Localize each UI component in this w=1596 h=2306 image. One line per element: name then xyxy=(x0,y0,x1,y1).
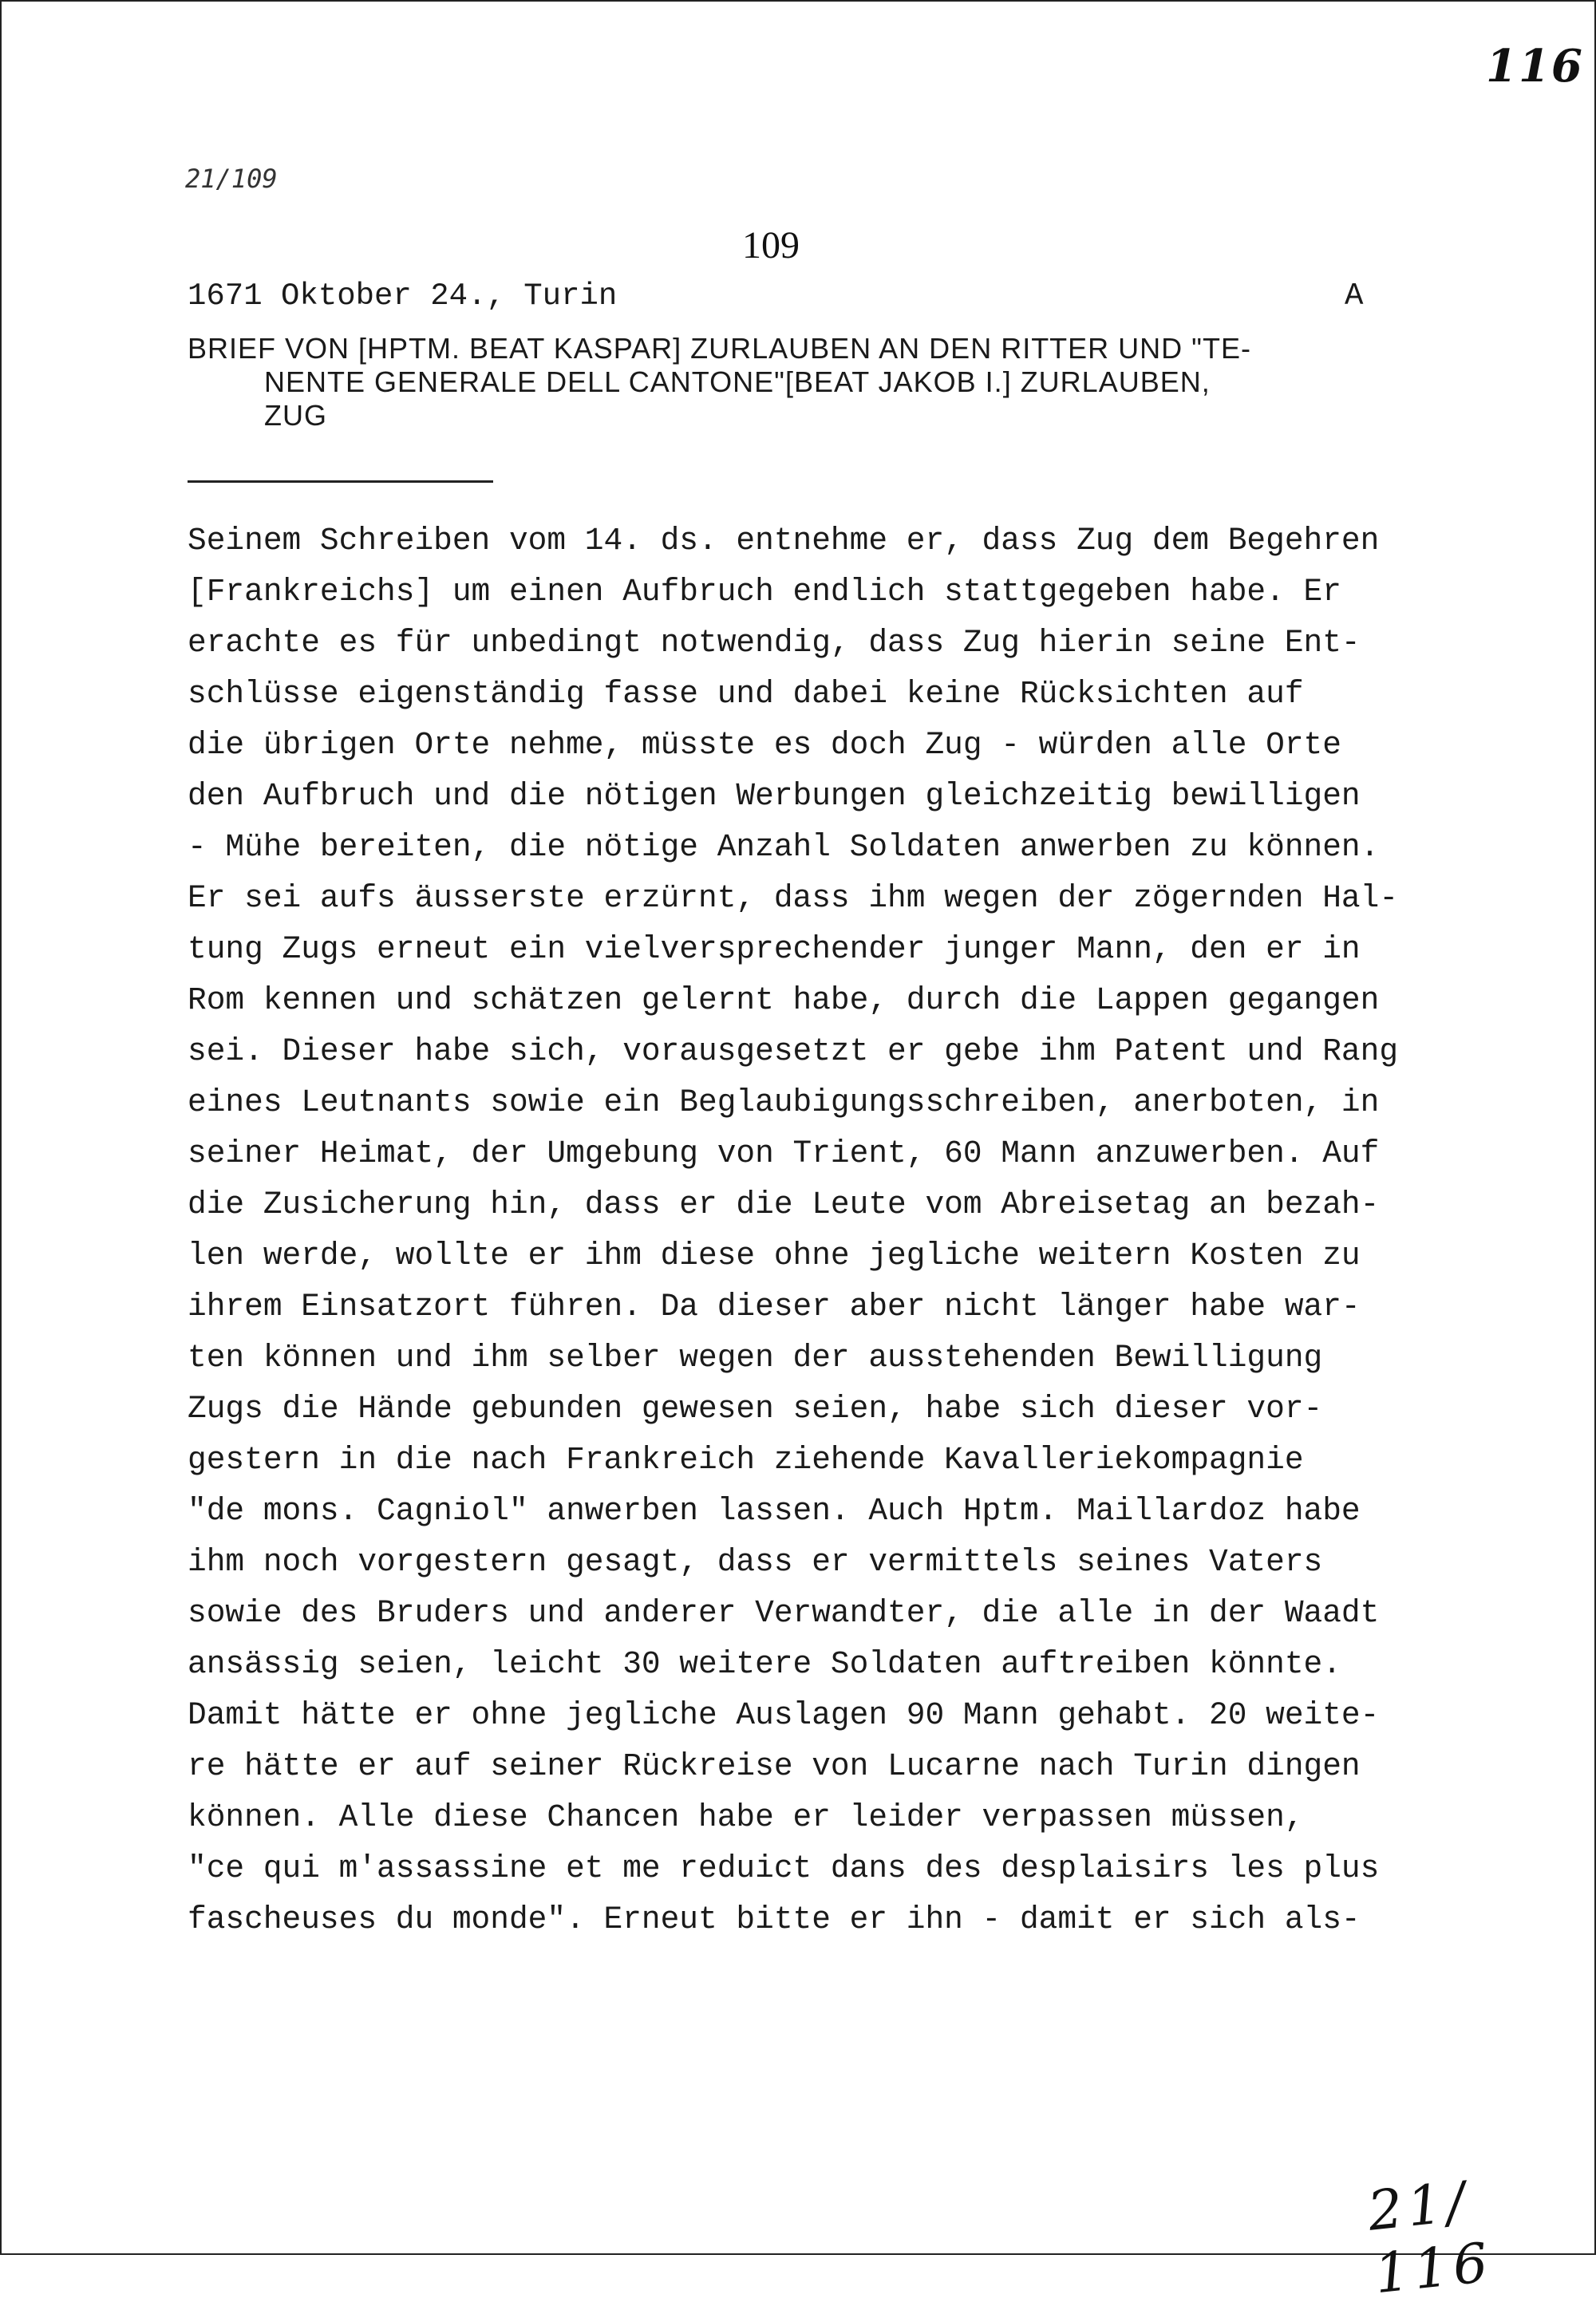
body-line: den Aufbruch und die nötigen Werbungen gleichzeitig bewilligen xyxy=(188,778,1361,814)
body-line: eines Leutnants sowie ein Beglaubigungsschreiben, anerboten, in xyxy=(188,1084,1380,1120)
body-line: tung Zugs erneut ein vielversprechender junger Mann, den er in xyxy=(188,931,1361,967)
separator-rule xyxy=(188,480,493,483)
body-line: [Frankreichs] um einen Aufbruch endlich stattgegeben habe. Er xyxy=(188,574,1341,610)
body-line: ihrem Einsatzort führen. Da dieser aber nicht länger habe war- xyxy=(188,1289,1361,1325)
body-line: erachte es für unbedingt notwendig, dass Zug hierin seine Ent- xyxy=(188,625,1361,661)
body-line: len werde, wollte er ihm diese ohne jegliche weitern Kosten zu xyxy=(188,1238,1361,1273)
letter-heading xyxy=(188,332,1432,432)
document-number: 109 xyxy=(742,224,800,267)
heading-line: ZUG xyxy=(264,399,327,432)
body-line: ihm noch vorgestern gesagt, dass er vermittels seines Vaters xyxy=(188,1544,1323,1580)
body-line: die Zusicherung hin, dass er die Leute vom Abreisetag an bezah- xyxy=(188,1187,1380,1222)
body-line: "ce qui m'assassine et me reduict dans des desplaisirs les plus xyxy=(188,1850,1380,1886)
body-line: Rom kennen und schätzen gelernt habe, durch die Lappen gegangen xyxy=(188,982,1380,1018)
body-line: Zugs die Hände gebunden gewesen seien, habe sich dieser vor- xyxy=(188,1391,1323,1427)
body-line: re hätte er auf seiner Rückreise von Lucarne nach Turin dingen xyxy=(188,1748,1361,1784)
heading-line: BRIEF VON [HPTM. BEAT KASPAR] ZURLAUBEN AN DEN RITTER UND "TE- xyxy=(188,332,1251,365)
body-line: Er sei aufs äusserste erzürnt, dass ihm wegen der zögernden Hal- xyxy=(188,880,1399,916)
body-line: sei. Dieser habe sich, vorausgesetzt er gebe ihm Patent und Rang xyxy=(188,1033,1399,1069)
body-line: Damit hätte er ohne jegliche Auslagen 90 Mann gehabt. 20 weite- xyxy=(188,1697,1380,1733)
letter-code: A xyxy=(1345,278,1364,314)
handwritten-footer-number: 21/ 116 xyxy=(1365,2170,1496,2306)
date-place-line: 1671 Oktober 24., Turin xyxy=(188,278,618,314)
body-text xyxy=(188,515,1448,1945)
body-line: Seinem Schreiben vom 14. ds. entnehme er, dass Zug dem Begehren xyxy=(188,523,1380,559)
body-line: "de mons. Cagniol" anwerben lassen. Auch Hptm. Maillardoz habe xyxy=(188,1493,1361,1529)
archive-reference: 21/109 xyxy=(185,164,278,194)
body-line: sowie des Bruders und anderer Verwandter, die alle in der Waadt xyxy=(188,1595,1380,1631)
body-line: - Mühe bereiten, die nötige Anzahl Soldaten anwerben zu können. xyxy=(188,829,1380,865)
heading-line: NENTE GENERALE DELL CANTONE"[BEAT JAKOB I.] ZURLAUBEN, xyxy=(264,365,1211,398)
body-line: können. Alle diese Chancen habe er leider verpassen müssen, xyxy=(188,1799,1304,1835)
body-line: gestern in die nach Frankreich ziehende Kavalleriekompagnie xyxy=(188,1442,1304,1478)
body-line: ansässig seien, leicht 30 weitere Soldaten auftreiben könnte. xyxy=(188,1646,1341,1682)
body-line: ten können und ihm selber wegen der ausstehenden Bewilligung xyxy=(188,1340,1323,1376)
body-line: fascheuses du monde". Erneut bitte er ihn - damit er sich als- xyxy=(188,1901,1361,1937)
body-line: schlüsse eigenständig fasse und dabei keine Rücksichten auf xyxy=(188,676,1304,712)
handwritten-page-number: 116 xyxy=(1486,40,1584,93)
body-line: seiner Heimat, der Umgebung von Trient, 60 Mann anzuwerben. Auf xyxy=(188,1135,1380,1171)
body-line: die übrigen Orte nehme, müsste es doch Zug - würden alle Orte xyxy=(188,727,1341,763)
